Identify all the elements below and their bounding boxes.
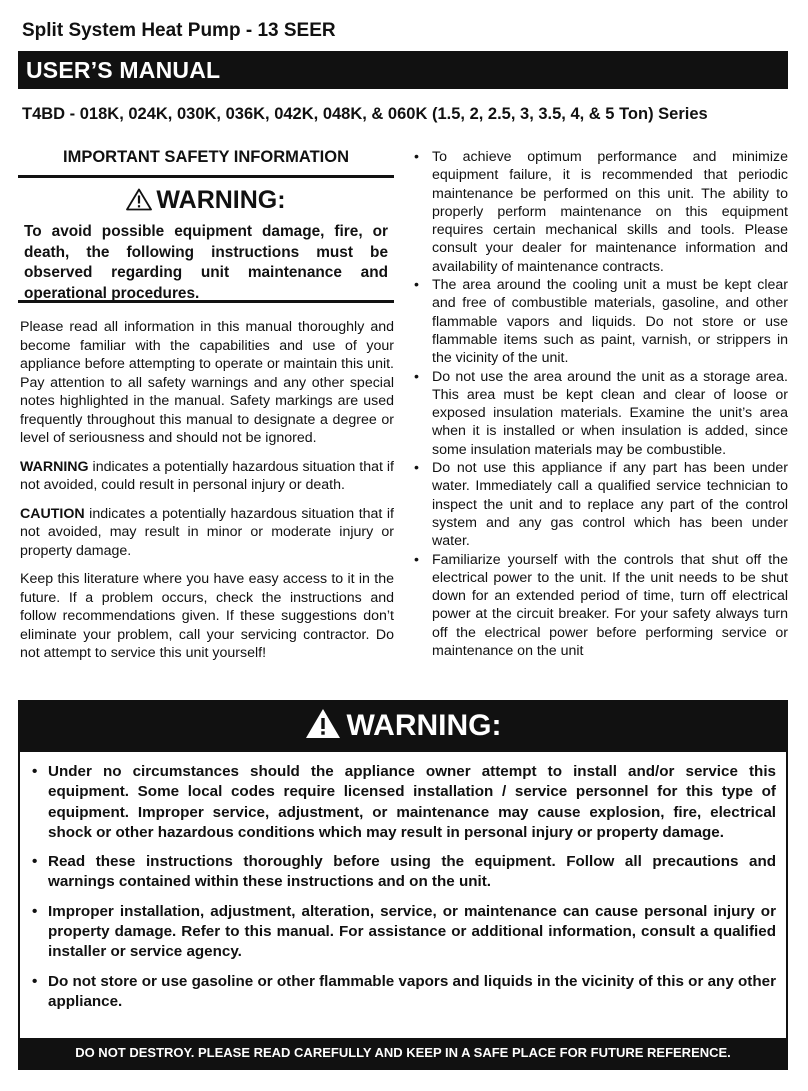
warning-footer-text: DO NOT DESTROY. PLEASE READ CAREFULLY AND KEEP IN A SAFE PLACE FOR FUTURE REFERENCE. [75,1045,731,1060]
list-item-text: Do not store or use gasoline or other flammable vapors and liquids in the vicinity of this or any other appliance. [48,972,776,1010]
list-item-text: Do not use the area around the unit as a storage area. This area must be kept clean and clear of loose or exposed insulation materials. Examine the unit’s area when it is installed or when insulation is added, since some insulation materials may be combustible. [432,368,788,458]
warning-text: To avoid possible equipment damage, fire, or death, the following instructions must be observed regarding unit maintenance and operational procedures. [24,223,388,302]
list-item [412,551,788,661]
bullet-icon: • [414,551,419,568]
list-item [30,902,776,963]
warning-triangle-icon [126,188,152,211]
safety-heading: IMPORTANT SAFETY INFORMATION [63,148,349,166]
list-item [412,148,788,276]
list-item-text: To achieve optimum performance and minimize equipment failure, it is recommended that periodic maintenance be performed on this unit. The ability to properly perform maintenance on this equipment requires certain mechanical skills and tools. Please consult your dealer for maintenance information and availability of maintenance contracts. [432,149,788,275]
model-series-line: T4BD - 018K, 024K, 030K, 036K, 042K, 048K, & 060K (1.5, 2, 2.5, 3, 3.5, 4, & 5 Ton) Series [22,105,708,123]
warning-triangle-icon [305,708,341,739]
warning-title-text: WARNING: [156,186,286,214]
list-item-text: Improper installation, adjustment, alteration, service, or maintenance can cause personal injury or property damage. Refer to this manual. For assistance or additional information, consult a qualified installer or service agency. [48,902,776,961]
list-item-text: Do not use this appliance if any part has been under water. Immediately call a qualified service technician to inspect the unit and to replace any part of the control system and any gas control which has been under water. [432,460,788,550]
warning-footer [20,1038,786,1068]
warning-box-large [18,700,788,1070]
caution-definition [20,505,394,561]
bullet-icon: • [32,972,38,990]
maintenance-bullet-list [412,148,788,660]
intro-paragraph: Please read all information in this manual thoroughly and become familiar with the capabilities and use of your appliance before attempting to operate or maintain this unit. Pay attention to all safety warnings and any other special notes highlighted in the manual. Safety markings are used frequently throughout this manual to designate a degree or level of seriousness and should not be ignored. [20,319,394,446]
bullet-icon: • [414,368,419,385]
list-item [30,762,776,843]
bullet-icon: • [32,902,38,920]
list-item [30,852,776,893]
big-warning-title [305,708,502,743]
list-item [412,276,788,367]
bullet-icon: • [414,460,419,477]
left-column [20,318,394,673]
document-title: Split System Heat Pump - 13 SEER [22,20,336,41]
bullet-icon: • [414,149,419,165]
keep-literature-paragraph: Keep this literature where you have easy access to it in the future. If a problem occurs, check the instructions and follow recommendations given. If these suggestions don’t eliminate your problem, call your servicing contractor. Do not attempt to service this unit yourself! [20,571,394,661]
users-manual-banner [18,51,788,89]
big-warning-list [30,762,776,1021]
caution-term: CAUTION [20,505,85,522]
warning-title [18,186,394,215]
list-item-text: Under no circumstances should the appliance owner attempt to install and/or service this equipment. Some local codes require licensed installation / service personnel for this type of equipment. Improper service, adjustment, or maintenance may cause explosion, fire, electrical shock or other hazardous conditions which may result in personal injury or property damage. [48,763,776,841]
list-item-text: Familiarize yourself with the controls that shut off the electrical power to the unit. If the unit needs to be shut down for an extended period of time, turn off electrical power at the circuit breaker. For your safety always turn off the electrical power before performing service or maintenance on the unit [432,551,788,660]
warning-definition-text: indicates a potentially hazardous situation that if not avoided, could result in personal injury or death. [20,458,394,493]
list-item [412,368,788,459]
list-item [412,459,788,550]
right-column [412,148,788,660]
big-warning-title-text: WARNING: [346,709,502,742]
list-item-text: The area around the cooling unit a must be kept clear and free of combustible materials, gasoline, and other flammable vapors and liquids. Do not store or use flammable items such as paint, varnish, or strippers in the vicinity of the unit. [432,277,788,367]
warning-box-small [18,175,394,303]
caution-definition-text: indicates a potentially hazardous situation that if not avoided, may result in minor or moderate injury or property damage. [20,505,394,559]
bullet-icon: • [32,853,38,871]
bullet-icon: • [414,277,419,294]
bullet-icon: • [32,763,38,780]
warning-term: WARNING [20,458,89,475]
warning-definition [20,458,394,495]
list-item [30,972,776,1013]
list-item-text: Read these instructions thoroughly before using the equipment. Follow all precautions and warnings contained within these instructions and on the unit. [48,853,776,891]
users-manual-label: USER’S MANUAL [26,57,221,83]
warning-banner [20,702,786,752]
